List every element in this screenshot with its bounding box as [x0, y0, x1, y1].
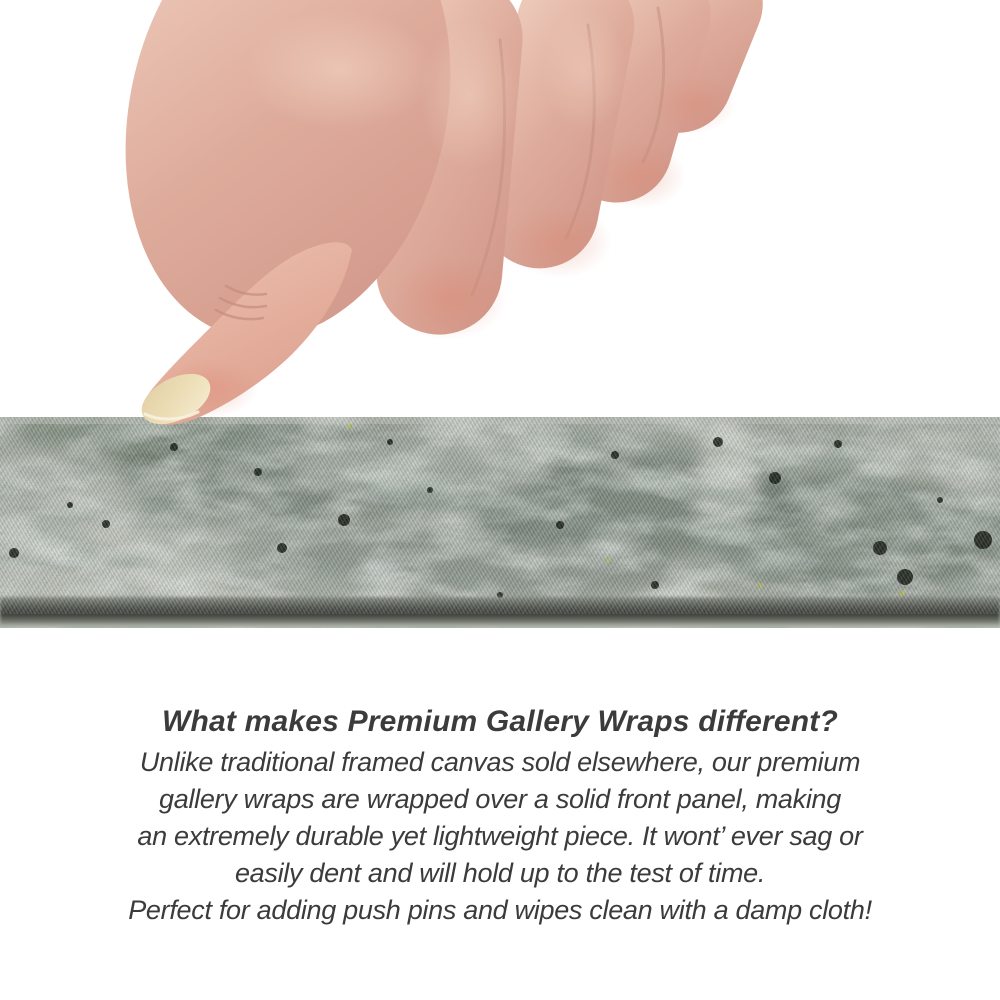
- caption-heading: What makes Premium Gallery Wraps different?: [161, 705, 839, 738]
- caption-line: Unlike traditional framed canvas sold elsewhere, our premium: [139, 747, 861, 777]
- caption-line: gallery wraps are wrapped over a solid front panel, making: [159, 784, 841, 814]
- hand-art: [0, 0, 1000, 440]
- hand-photo: [0, 0, 1000, 440]
- canvas-texture-strip: [0, 417, 1000, 628]
- caption-line: Perfect for adding push pins and wipes clean with a damp cloth!: [128, 895, 872, 925]
- canvas-texture-art: [0, 417, 1000, 628]
- caption-line: an extremely durable yet lightweight piece. It wont’ ever sag or: [137, 821, 863, 851]
- canvas-bottom-edge: [0, 597, 1000, 628]
- caption: [0, 702, 1000, 929]
- caption-line: easily dent and will hold up to the test of time.: [234, 858, 766, 888]
